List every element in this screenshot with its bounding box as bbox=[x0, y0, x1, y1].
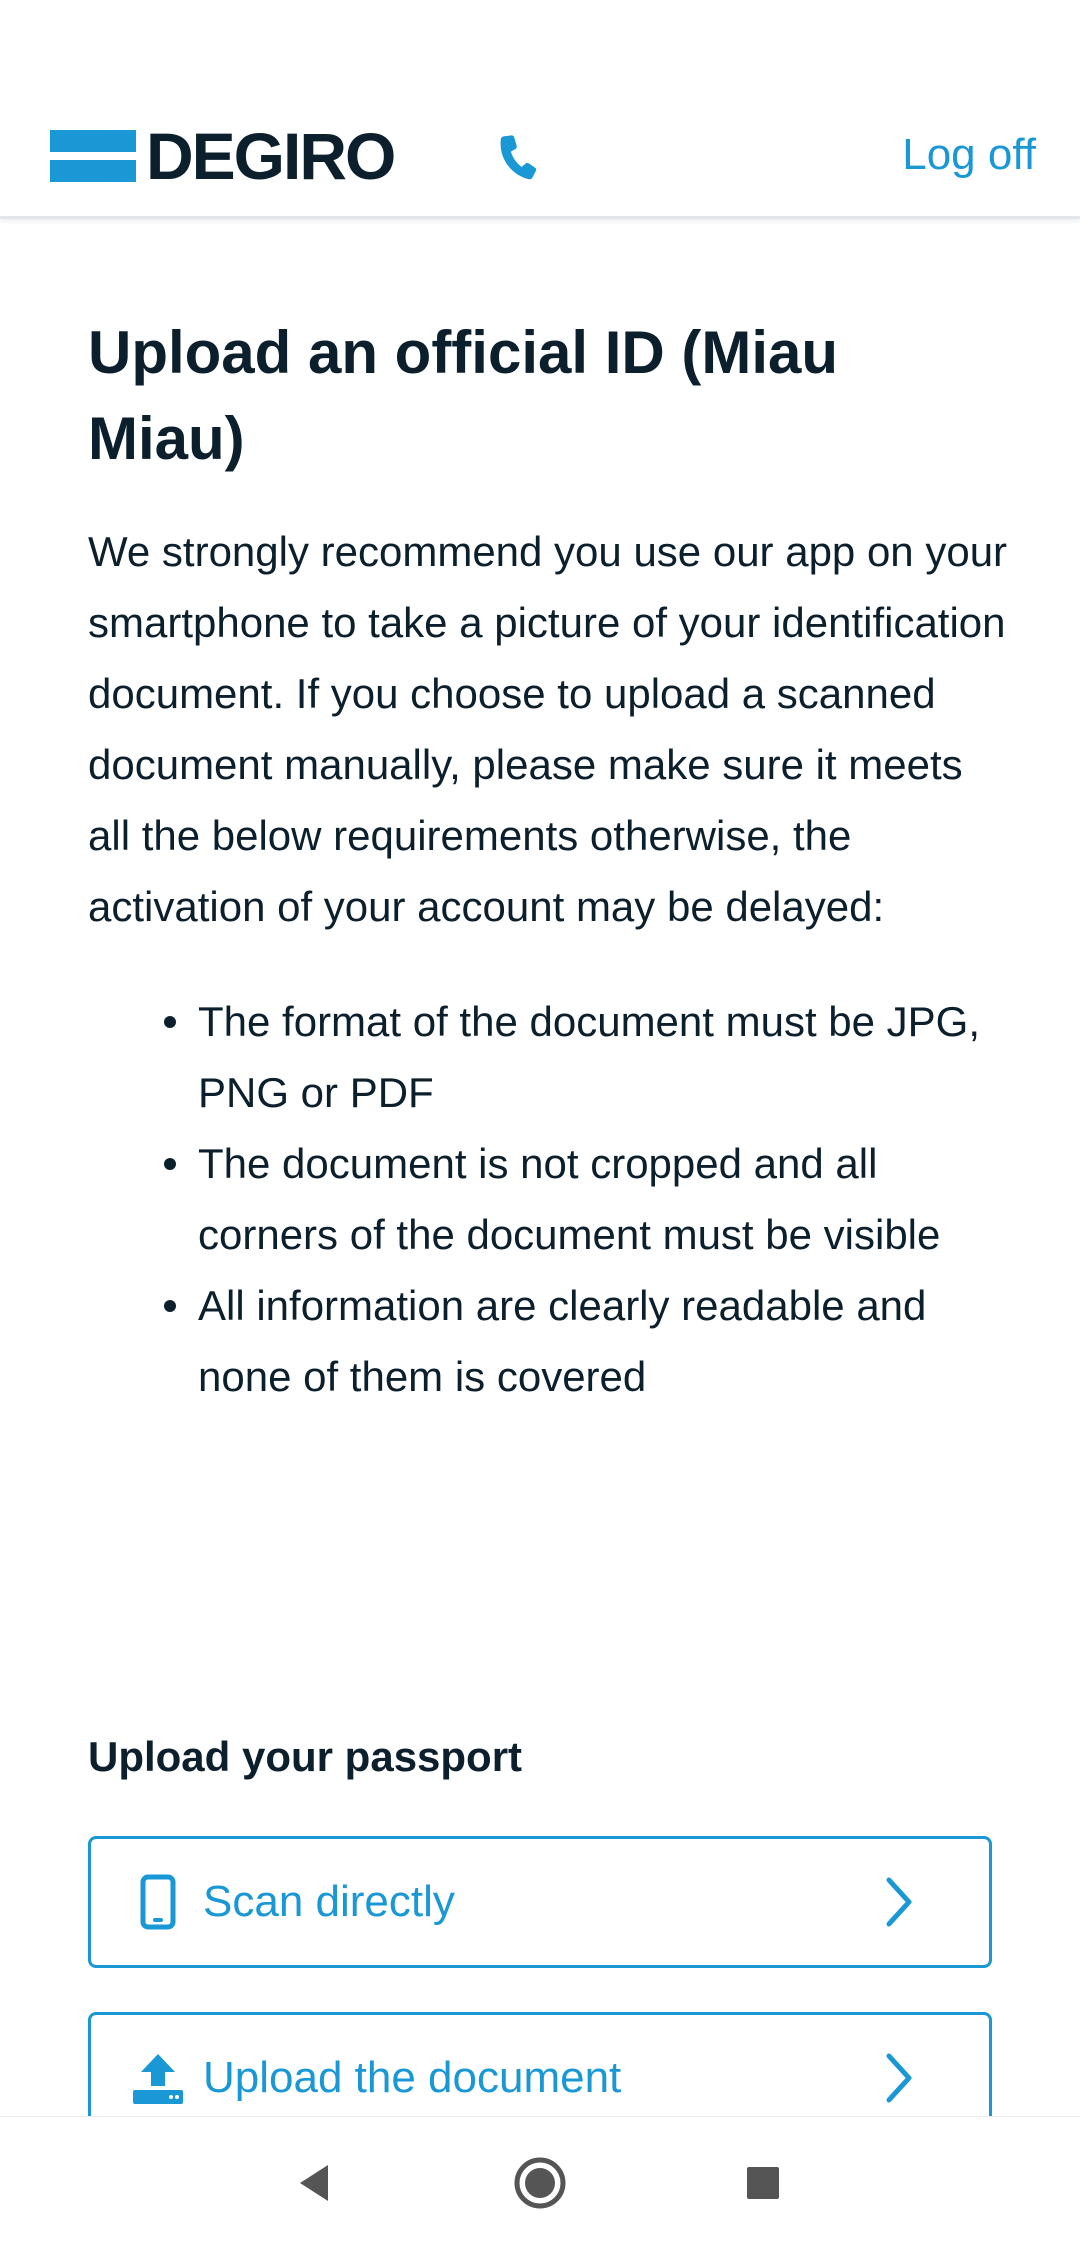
chevron-right-icon bbox=[879, 2048, 919, 2108]
list-item: All information are clearly readable and none of them is covered bbox=[198, 1270, 1008, 1412]
status-bar bbox=[0, 0, 1080, 95]
list-item: The format of the document must be JPG, PNG or PDF bbox=[198, 986, 1008, 1128]
section-title: Upload your passport bbox=[88, 1733, 523, 1780]
degiro-logo[interactable] bbox=[50, 119, 395, 193]
upload-icon bbox=[131, 2048, 185, 2108]
logo-text: DEGIRO bbox=[146, 119, 395, 193]
chevron-right-icon bbox=[879, 1872, 919, 1932]
page-title: Upload an official ID (Miau Miau) bbox=[88, 319, 839, 472]
recent-apps-icon[interactable] bbox=[731, 2151, 795, 2215]
home-icon[interactable] bbox=[508, 2151, 572, 2215]
system-navigation-bar bbox=[0, 2116, 1080, 2246]
logoff-link[interactable]: Log off bbox=[902, 130, 1036, 179]
main-content bbox=[88, 310, 1008, 1412]
app-header bbox=[0, 95, 1080, 219]
back-icon[interactable] bbox=[282, 2151, 346, 2215]
scan-directly-button[interactable] bbox=[88, 1836, 992, 1968]
list-item: The document is not cropped and all corners of the document must be visible bbox=[198, 1128, 1008, 1270]
requirements-list bbox=[88, 986, 1008, 1412]
smartphone-icon bbox=[131, 1872, 185, 1932]
phone-icon[interactable] bbox=[488, 127, 548, 187]
upload-document-label: Upload the document bbox=[203, 2053, 622, 2102]
scan-directly-label: Scan directly bbox=[203, 1877, 455, 1926]
intro-text: We strongly recommend you use our app on your smartphone to take a picture of your identification document. If you choose to upload a scanned document manually, please make sure it meets all the below requirements otherwise, the activation of your account may be delayed: bbox=[88, 528, 1008, 930]
logo-mark-icon bbox=[50, 130, 136, 182]
